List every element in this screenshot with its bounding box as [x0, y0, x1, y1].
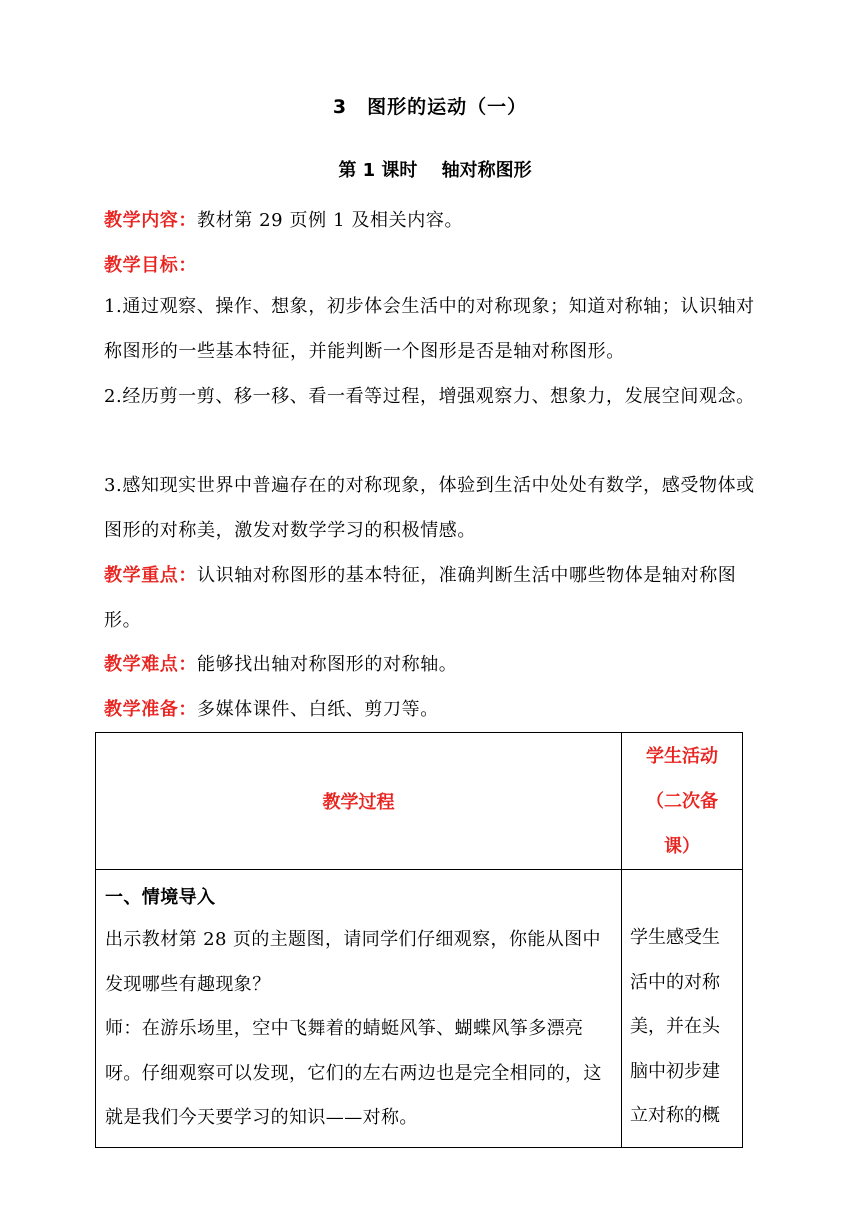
- preparation-line: [104, 687, 772, 732]
- activity-cell: [622, 870, 743, 1148]
- header-activity-line-2: （二次备: [646, 791, 718, 812]
- teaching-content-line: [104, 198, 772, 243]
- table-row: [96, 870, 743, 1148]
- activity-line-4: 脑中初步建: [630, 1060, 720, 1082]
- activity-line-3: 美，并在头: [630, 1016, 720, 1037]
- preparation-label: 教学准备：: [104, 699, 197, 720]
- preparation-text: 多媒体课件、白纸、剪刀等。: [197, 699, 439, 720]
- process-cell: [96, 870, 622, 1148]
- header-teaching-process: 教学过程: [96, 733, 622, 870]
- key-points-text: 认识轴对称图形的基本特征，准确判断生活中哪些物体是轴对称图形。: [104, 565, 737, 631]
- goal-item-3: 3.感知现实世界中普遍存在的对称现象，体验到生活中处处有数学，感受物体或图形的对称美，激发对数学学习的积极情感。: [104, 475, 755, 541]
- difficulties-label: 教学难点：: [104, 654, 197, 675]
- goal-item-1: 1.通过观察、操作、想象，初步体会生活中的对称现象；知道对称轴；认识轴对称图形的一些基本特征，并能判断一个图形是否是轴对称图形。: [104, 296, 755, 362]
- lesson-table: [95, 732, 743, 1148]
- activity-line-1: 学生感受生: [630, 927, 720, 948]
- activity-line-2: 活中的对称: [630, 971, 720, 993]
- header-activity-line-1: 学生活动: [646, 746, 718, 767]
- difficulties-text: 能够找出轴对称图形的对称轴。: [197, 654, 458, 675]
- teaching-content-label: 教学内容：: [104, 210, 197, 231]
- key-points-line: [104, 553, 772, 643]
- table-header-row: [96, 733, 743, 870]
- key-points-label: 教学重点：: [104, 565, 197, 586]
- lesson-subtitle: 第 1 课时 轴对称图形: [338, 160, 532, 181]
- header-student-activity: [622, 733, 743, 870]
- teaching-goals-line: [104, 243, 772, 288]
- document-title: 3 图形的运动（一）: [332, 96, 528, 118]
- goal-item-2: 2.经历剪一剪、移一移、看一看等过程，增强观察力、想象力，发展空间观念。: [104, 386, 755, 407]
- process-paragraph-2: 师：在游乐场里，空中飞舞着的蜻蜓风筝、蝴蝶风筝多漂亮呀。仔细观察可以发现，它们的左右两边也是完全相同的，这就是我们今天要学习的知识——对称。: [105, 1018, 602, 1128]
- teaching-content-text: 教材第 29 页例 1 及相关内容。: [197, 210, 464, 231]
- section-title: 一、情境导入: [105, 887, 216, 908]
- header-activity-line-3: 课）: [664, 836, 700, 857]
- difficulties-line: [104, 642, 772, 687]
- process-paragraph-1: 出示教材第 28 页的主题图，请同学们仔细观察，你能从图中发现哪些有趣现象？: [105, 929, 601, 995]
- activity-line-5: 立对称的概: [630, 1105, 720, 1126]
- teaching-goals-label: 教学目标：: [104, 255, 197, 276]
